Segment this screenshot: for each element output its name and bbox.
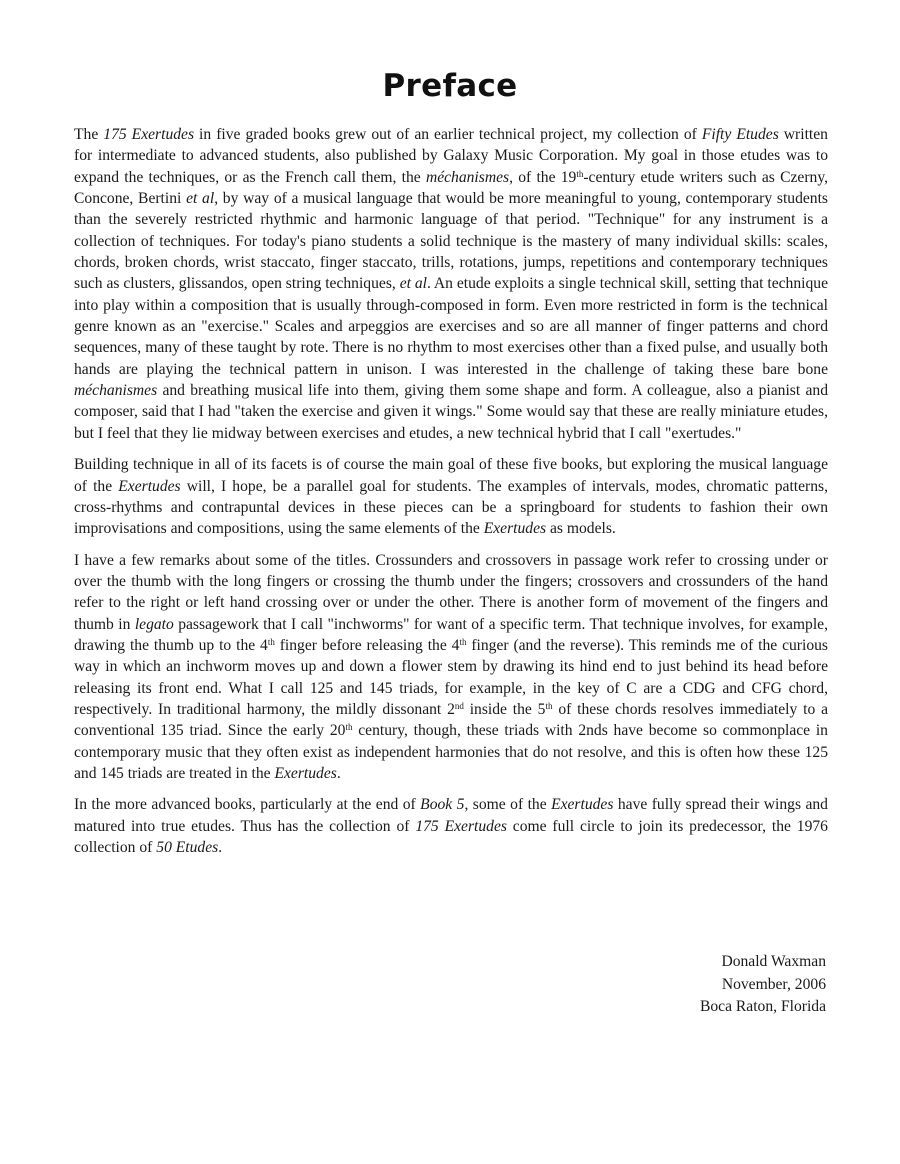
italic-run: 175 Exertudes [103, 126, 195, 143]
signature-date: November, 2006 [721, 975, 826, 993]
text-run: written for intermediate to advanced students, also published by Galaxy Music Corporation. My goal in those etudes was to expand the techniques, or as the French call them, the [74, 126, 828, 186]
text-run: in five graded books grew out of an earlier technical project, my collection of [194, 126, 702, 143]
text-run: of these chords resolves immediately to a conventional 135 triad. Since the early 20 [74, 700, 828, 740]
italic-run: 50 Etudes [156, 839, 219, 856]
italic-run: méchanismes [74, 382, 158, 400]
text-run: Building technique in all of its facets is of course the main goal of these five books, but exploring the musical language of the [74, 456, 828, 495]
preface-body [74, 124, 828, 868]
text-run: passagework that I call "inchworms" for want of a specific term. That technique involves, for example, drawing the thumb up to the 4 [74, 615, 828, 654]
italic-run: et al [186, 190, 215, 208]
italic-run: méchanismes [425, 168, 510, 186]
paragraph-1 [74, 124, 828, 444]
italic-run: Exertudes [483, 520, 547, 538]
text-run: In the more advanced books, particularly at the end of [74, 796, 421, 814]
text-run: I have a few remarks about some of the titles. Crossunders and crossovers in passage work refer to crossing under or over the thumb with the long fingers or crossing the thumb under the fingers; crossovers and crossunders of the hand refer to the right or left hand crossing over or under the other. There is another form of movement of the fingers and thumb in [74, 551, 828, 633]
text-run: finger before releasing the 4 [274, 636, 460, 654]
text-run: -century etude writers such as Czerny, Concone, Bertini [74, 168, 828, 208]
text-run: finger (and the reverse). This reminds me of the curious way in which an inchworm moves up and down a flower stem by drawing its hind end to just behind its head before releasing its front end. What I call 125 and 145 triads, for example, in the key of C are a CDG and CFG chord, respectively. In traditional harmony, the mildly dissonant 2 [74, 636, 828, 718]
text-run: . [218, 839, 223, 856]
paragraph-3 [74, 550, 828, 785]
text-run: , of the 19 [509, 168, 577, 186]
italic-run: Exertudes [274, 764, 337, 782]
text-run: . An etude exploits a single technical skill, setting that technique into play within a composition that is usually through-composed in form. Even more restricted in form is the technical genre known as an "exercise." Scales and arpeggios are exercises and so are all manner of finger patterns and chord sequences, many of these taught by rote. There is no rhythm to most exercises other than a fixed pulse, and usually both hands are playing the technical pattern in unison. I was interested in the challenge of taking these bare bone [74, 275, 828, 378]
text-run: , some of the [464, 796, 552, 814]
superscript-run: nd [454, 700, 464, 711]
italic-run: Fifty Etudes [701, 126, 779, 143]
signature-block [700, 951, 826, 1019]
superscript-run: th [345, 722, 353, 733]
page-title: Preface [382, 68, 518, 104]
italic-run: Exertudes [118, 477, 181, 495]
italic-run: et al [399, 275, 427, 293]
text-run: and breathing musical life into them, giving them some shape and form. A colleague, also a pianist and composer, said that I had "taken the exercise and given it wings." Some would say that these are really miniature etudes, but I feel that they lie midway between exercises and etudes, a new technical hybrid that I call "exertudes." [74, 382, 828, 442]
italic-run: Book 5 [420, 796, 465, 814]
text-run: come full circle to join its predecessor, the 1976 collection of [74, 817, 828, 856]
author-name: Donald Waxman [721, 953, 826, 970]
italic-run: 175 Exertudes [415, 817, 507, 835]
italic-run: legato [134, 615, 174, 633]
superscript-run: th [576, 168, 584, 179]
text-run: inside the 5 [463, 700, 546, 718]
text-run: will, I hope, be a parallel goal for students. The examples of intervals, modes, chromatic patterns, cross-rhythms and contrapuntal devices in these pieces can be a springboard for students to fashion their own improvisations and compositions, using the same elements of the [74, 477, 828, 538]
superscript-run: th [267, 636, 275, 647]
italic-run: Exertudes [551, 796, 614, 814]
text-run: century, though, these triads with 2nds have become so commonplace in contemporary music that they often exist as independent harmonies that do not resolve, and this is often how these 125 and 145 triads are treated in the [74, 722, 828, 782]
superscript-run: th [459, 636, 467, 647]
text-run: , by way of a musical language that would be more meaningful to young, contemporary students than the severely restricted rhythmic and harmonic language of that period. "Technique" for any instrument is a collection of techniques. For today's piano students a solid technique is the mastery of many individual skills: scales, chords, broken chords, wrist staccato, finger staccato, trills, rotations, jumps, repetitions and contemporary techniques such as clusters, glissandos, open string techniques, [74, 190, 828, 293]
signature-place: Boca Raton, Florida [699, 998, 826, 1015]
text-run: have fully spread their wings and matured into true etudes. Thus has the collection of [74, 796, 828, 835]
text-run: The [74, 126, 104, 143]
paragraph-4 [74, 794, 828, 858]
text-run: . [336, 764, 341, 782]
superscript-run: th [545, 700, 553, 711]
text-run: as models. [546, 520, 616, 538]
paragraph-2 [74, 454, 828, 539]
